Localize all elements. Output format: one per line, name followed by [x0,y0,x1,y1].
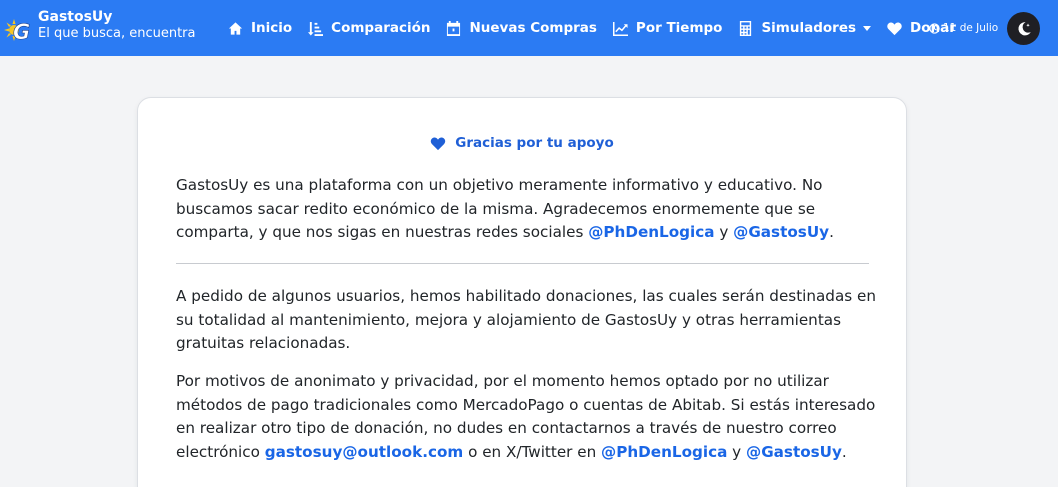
heart-icon [430,136,446,151]
intro-text: GastosUy es una plataforma con un objetivo meramente informativo y educativo. No buscamos sacar redito económico de la misma. Agradecemos enormemente que se comparta, y que nos sigas en nuestras redes sociales [176,176,823,241]
heart-icon [887,21,902,36]
nav-item-por-tiempo[interactable] [613,0,723,56]
calendar-icon [446,21,461,36]
top-navbar [0,0,1058,56]
nav-label: Comparación [331,20,431,36]
link-phdenlogica[interactable]: @PhDenLogica [601,442,728,461]
intro-paragraph [176,174,876,245]
nav-item-comparacion[interactable] [308,0,430,56]
nav-label: Nuevas Compras [469,20,597,36]
line-chart-icon [613,21,628,36]
main-nav [228,0,956,56]
chevron-down-icon [863,26,871,31]
nav-label: Por Tiempo [635,20,723,36]
sort-list-icon [308,21,323,36]
divider [176,263,869,264]
brand-title: GastosUy [38,9,113,25]
nav-label: Simuladores [761,20,857,36]
period-text: . [829,223,834,241]
donations-paragraph: A pedido de algunos usuarios, hemos habilitado donaciones, las cuales serán destinadas en su totalidad al mantenimiento, mejora y alojamiento de GastosUy y otras herramientas gratuitas relacionadas. [176,287,876,352]
nav-label: Donar [910,20,956,36]
moon-icon [1016,21,1032,37]
conjunction-text: y [714,223,734,241]
home-icon [228,21,243,36]
privacy-paragraph [176,370,876,464]
privacy-text: Por motivos de anonimato y privacidad, por el momento hemos optado por no utilizar métodos de pago tradicionales como MercadoPago o cuentas de Abitab. Si estás interesado en realizar otro tipo de donación, no dudes en contactarnos a través de nuestro correo electrónico [176,372,876,461]
svg-text:G: G [13,20,31,44]
nav-item-inicio[interactable] [228,0,292,56]
calculator-icon [738,21,753,36]
period-text: . [841,442,847,461]
brand[interactable] [4,10,196,46]
gastosuy-logo-icon [4,10,36,46]
link-phdenlogica[interactable]: @PhDenLogica [588,223,715,241]
date-text: 11 de Julio [943,22,999,34]
nav-item-simuladores[interactable] [738,0,871,56]
theme-toggle-button[interactable] [1007,12,1040,45]
link-gastosuy[interactable]: @GastosUy [746,442,842,461]
donation-card [137,97,907,487]
clock-icon [929,23,940,34]
link-gastosuy[interactable]: @GastosUy [733,223,830,241]
current-date [929,0,998,56]
email-link[interactable]: gastosuy@outlook.com [264,442,464,461]
brand-subtitle: El que busca, encuentra [38,25,196,41]
nav-item-nuevas-compras[interactable] [446,0,596,56]
conjunction-text: y [727,442,746,461]
card-title-text: Gracias por tu apoyo [455,135,614,151]
nav-label: Inicio [251,20,293,36]
twitter-text: o en X/Twitter en [463,442,602,461]
card-title [138,135,906,151]
